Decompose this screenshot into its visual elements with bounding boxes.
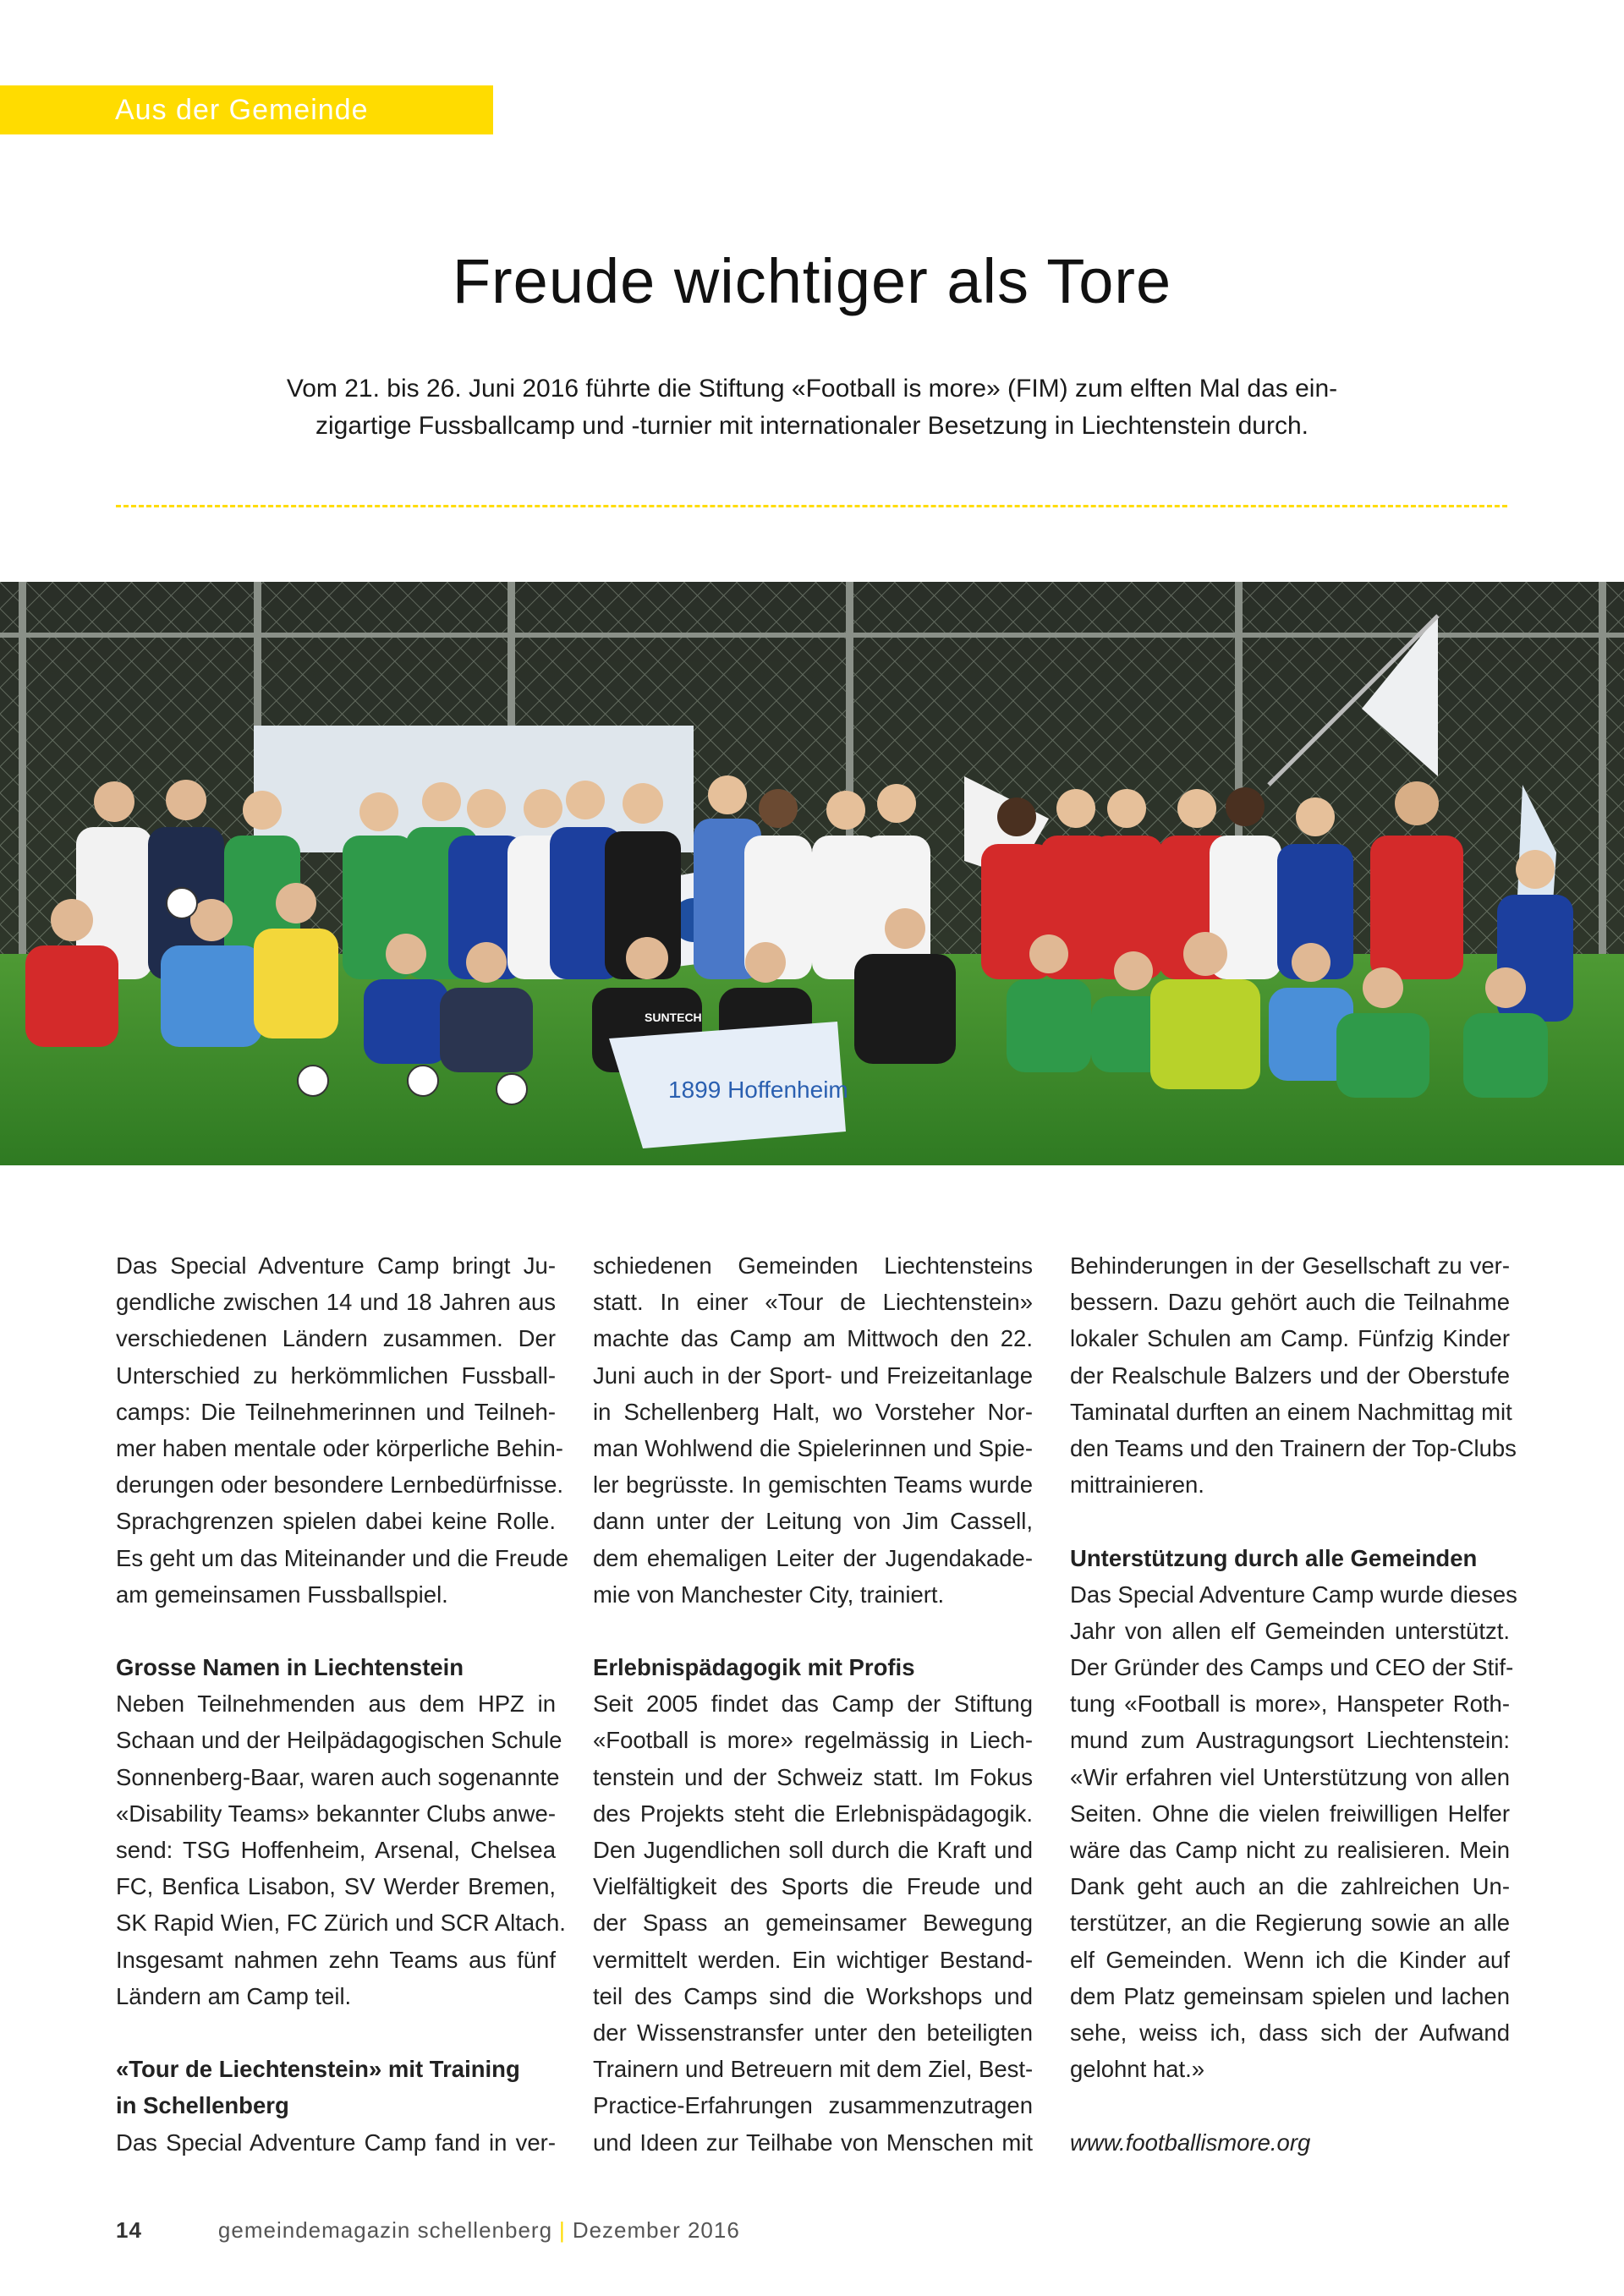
body-text-line: Behinderungen in der Gesellschaft zu ver- [1070,1252,1510,1279]
body-text-line: den Teams und den Trainern der Top-Clubs [1070,1434,1517,1461]
body-text-line: camps: Die Teilnehmerinnen und Teilneh- [116,1398,556,1425]
page-number: 14 [116,2217,142,2243]
body-text-line: Sonnenberg-Baar, waren auch sogenannte [116,1763,560,1790]
body-text-line: gelohnt hat.» [1070,2056,1205,2083]
body-text-line: «Wir erfahren viel Unterstützung von allen [1070,1763,1510,1790]
column-3 [1070,1247,1517,2161]
body-text-line: tenstein und der Schweiz statt. Im Fokus [593,1763,1033,1790]
column-2 [593,1247,1033,2161]
body-text-line: der Spass an gemeinsamer Bewegung [593,1910,1033,1937]
lead-line: zigartige Fussballcamp und -turnier mit internationaler Besetzung in Liechtenstein durch. [315,412,1309,440]
body-text-line: Schaan und der Heilpädagogischen Schule [116,1727,562,1754]
body-text-line [1070,2087,1510,2123]
body-text-line: ler begrüsste. In gemischten Teams wurde [593,1471,1033,1499]
body-text-line: gendliche zwischen 14 und 18 Jahren aus [116,1289,556,1316]
body-text-line [116,2014,556,2051]
body-text-line: derungen oder besondere Lernbedürfnisse. [116,1471,563,1499]
body-text-line: verschiedenen Ländern zusammen. Der [116,1325,556,1352]
body-text-line: vermittelt werden. Ein wichtiger Bestand- [593,1946,1033,1973]
article-title: Freude wichtiger als Tore [452,246,1172,316]
body-text-line: mer haben mentale oder körperliche Behin- [116,1434,563,1461]
body-text-line: «Disability Teams» bekannter Clubs anwe- [116,1800,556,1827]
body-text-line: lokaler Schulen am Camp. Fünfzig Kinder [1070,1325,1510,1352]
body-text-line: des Projekts steht die Erlebnispädagogik. [593,1800,1033,1827]
body-text-line: und Ideen zur Teilhabe von Menschen mit [593,2129,1033,2156]
body-text-line: tung «Football is more», Hanspeter Roth- [1070,1690,1510,1718]
section-heading-line: in Schellenberg [116,2092,289,2119]
body-text-line: teil des Camps sind die Workshops und [593,1982,1033,2009]
body-text-line: mittrainieren. [1070,1471,1204,1499]
footer-separator: | [559,2217,566,2243]
body-text-line: machte das Camp am Mittwoch den 22. [593,1325,1033,1352]
section-heading-line: Unterstützung durch alle Gemeinden [1070,1544,1478,1571]
body-text-line: Das Special Adventure Camp bringt Ju- [116,1252,556,1279]
body-text-line: dem Platz gemeinsam spielen und lachen [1070,1982,1510,2009]
body-text-line: Seiten. Ohne die vielen freiwilligen Helfer [1070,1800,1510,1827]
body-text-line: bessern. Dazu gehört auch die Teilnahme [1070,1289,1510,1316]
lead-line: Vom 21. bis 26. Juni 2016 führte die Stiftung «Football is more» (FIM) zum elften Mal das ein- [286,375,1338,403]
body-text-line: man Wohlwend die Spielerinnen und Spie- [593,1434,1033,1461]
body-text-line: wäre das Camp nicht zu realisieren. Mein [1070,1837,1510,1863]
body-text-line: terstützer, an die Regierung sowie an alle [1070,1910,1510,1937]
section-tag: Aus der Gemeinde [0,85,493,134]
article-body [116,1247,1517,2161]
body-text-line: Es geht um das Miteinander und die Freude [116,1544,569,1571]
body-text-line: send: TSG Hoffenheim, Arsenal, Chelsea [116,1837,556,1863]
body-text-line: dem ehemaligen Leiter der Jugendakade- [593,1544,1033,1571]
body-text-line: Der Gründer des Camps und CEO der Stif- [1070,1654,1514,1681]
body-text-line: Ländern am Camp teil. [116,1982,352,2009]
body-text-line: Vielfältigkeit des Sports die Freude und [593,1873,1033,1900]
body-text-line: der Realschule Balzers und der Oberstufe [1070,1362,1510,1389]
body-text-line [1070,1503,1510,1539]
body-text-line: Insgesamt nahmen zehn Teams aus fünf [116,1946,556,1973]
body-text-line: in Schellenberg Halt, wo Vorsteher Nor- [593,1398,1033,1425]
body-text-line: Juni auch in der Sport- und Freizeitanlage [593,1362,1033,1389]
body-text-line: schiedenen Gemeinden Liechtensteins [593,1252,1033,1279]
body-text-line: Seit 2005 findet das Camp der Stiftung [593,1690,1033,1718]
body-text-line: Neben Teilnehmenden aus dem HPZ in [116,1690,556,1718]
page-footer [116,2217,740,2244]
body-text-line: Trainern und Betreuern mit dem Ziel, Best- [593,2056,1034,2083]
issue-date: Dezember 2016 [572,2217,740,2243]
body-text-line: elf Gemeinden. Wenn ich die Kinder auf [1070,1946,1510,1973]
banner-text: 1899 Hoffenheim [668,1077,848,1103]
section-heading-line: Grosse Namen in Liechtenstein [116,1654,464,1681]
website-link[interactable]: www.footballismore.org [1070,2129,1311,2156]
body-text-line: Das Special Adventure Camp wurde dieses [1070,1581,1517,1608]
body-text-line: dann unter der Leitung von Jim Cassell, [593,1508,1033,1535]
body-text-line: sehe, weiss ich, dass sich der Aufwand [1070,2019,1510,2046]
body-text-line: Dank geht auch an die zahlreichen Un- [1070,1873,1510,1900]
body-text-line: Jahr von allen elf Gemeinden unterstützt. [1070,1617,1510,1644]
article-lead [211,370,1413,445]
column-1 [116,1247,569,2161]
body-text-line: «Football is more» regelmässig in Liech- [593,1727,1033,1754]
magazine-name: gemeindemagazin schellenberg [217,2217,553,2243]
body-text-line: mie von Manchester City, trainiert. [593,1581,945,1608]
body-text-line: SK Rapid Wien, FC Zürich und SCR Altach. [116,1910,566,1937]
jersey-text: SUNTECH [645,1011,702,1024]
body-text-line: am gemeinsamen Fussballspiel. [116,1581,448,1608]
team-group-photo [0,582,1624,1165]
section-heading-line: «Tour de Liechtenstein» mit Training [116,2056,520,2083]
section-heading-line: Erlebnispädagogik mit Profis [593,1654,915,1681]
body-text-line: der Wissenstransfer unter den beteiligten [593,2019,1033,2046]
body-text-line: Practice-Erfahrungen zusammenzutragen [593,2092,1033,2119]
body-text-line: Sprachgrenzen spielen dabei keine Rolle. [116,1508,556,1535]
body-text-line: Unterschied zu herkömmlichen Fussball- [116,1362,556,1389]
body-text-line: mund zum Austragungsort Liechtenstein: [1070,1727,1510,1754]
body-text-line: Taminatal durften an einem Nachmittag mit [1070,1398,1512,1425]
body-text-line: FC, Benfica Lisabon, SV Werder Bremen, [116,1873,556,1900]
body-text-line: statt. In einer «Tour de Liechtenstein» [593,1289,1033,1316]
dashed-divider [116,505,1507,507]
body-text-line [116,1613,556,1649]
body-text-line [593,1613,1033,1649]
body-text-line: Das Special Adventure Camp fand in ver- [116,2129,556,2156]
body-text-line: Den Jugendlichen soll durch die Kraft und [593,1837,1033,1863]
